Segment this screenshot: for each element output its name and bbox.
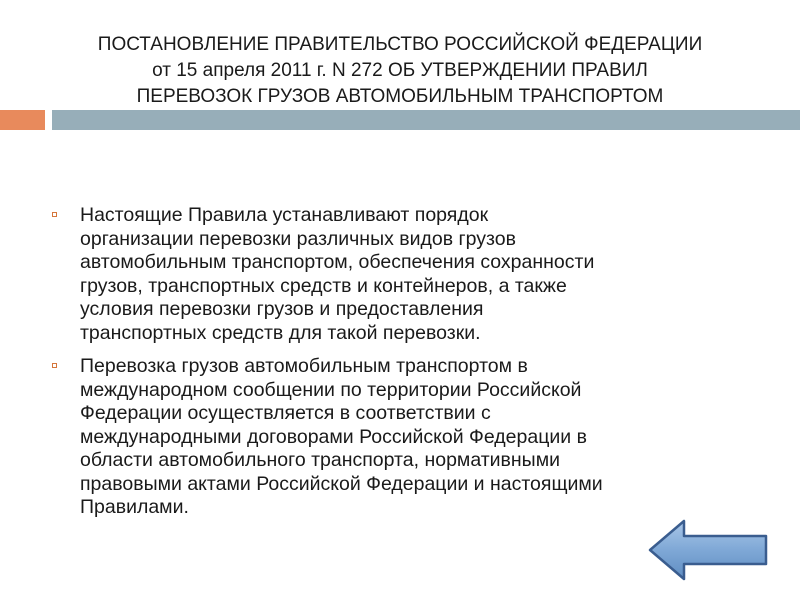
slide-title-line: ПОСТАНОВЛЕНИЕ ПРАВИТЕЛЬСТВО РОССИЙСКОЙ ФЕДЕРАЦИИ: [97, 34, 703, 55]
bullet-square-icon: [52, 212, 57, 217]
list-item: [52, 204, 772, 345]
slide-title-line: ПЕРЕВОЗОК ГРУЗОВ АВТОМОБИЛЬНЫМ ТРАНСПОРТОМ: [136, 86, 664, 107]
list-item: [52, 355, 772, 520]
slide-title-line: от 15 апреля 2011 г. N 272 ОБ УТВЕРЖДЕНИИ ПРАВИЛ: [152, 60, 648, 81]
list-item-text: Настоящие Правила устанавливают порядок организации перевозки различных видов грузов автомобильным транспортом, обеспечения сохранности грузов, транспортных средств и контейнеров, а также условия перевозки грузов и предоставления транспортных средств для такой перевозки.: [80, 204, 595, 344]
accent-bar: [0, 110, 45, 130]
list-item-text: Перевозка грузов автомобильным транспортом в международном сообщении по территории Российской Федерации осуществляется в соответствии с международными договорами Российской Федерации в области автомобильного транспорта, нормативными правовыми актами Российской Федерации и настоящими Правилами.: [80, 355, 603, 518]
slide-body: [52, 204, 772, 530]
back-button[interactable]: [646, 518, 770, 582]
slide-title: [40, 32, 760, 110]
bullet-square-icon: [52, 363, 57, 368]
header-divider-bar: [52, 110, 800, 130]
left-arrow-icon: [646, 518, 770, 582]
